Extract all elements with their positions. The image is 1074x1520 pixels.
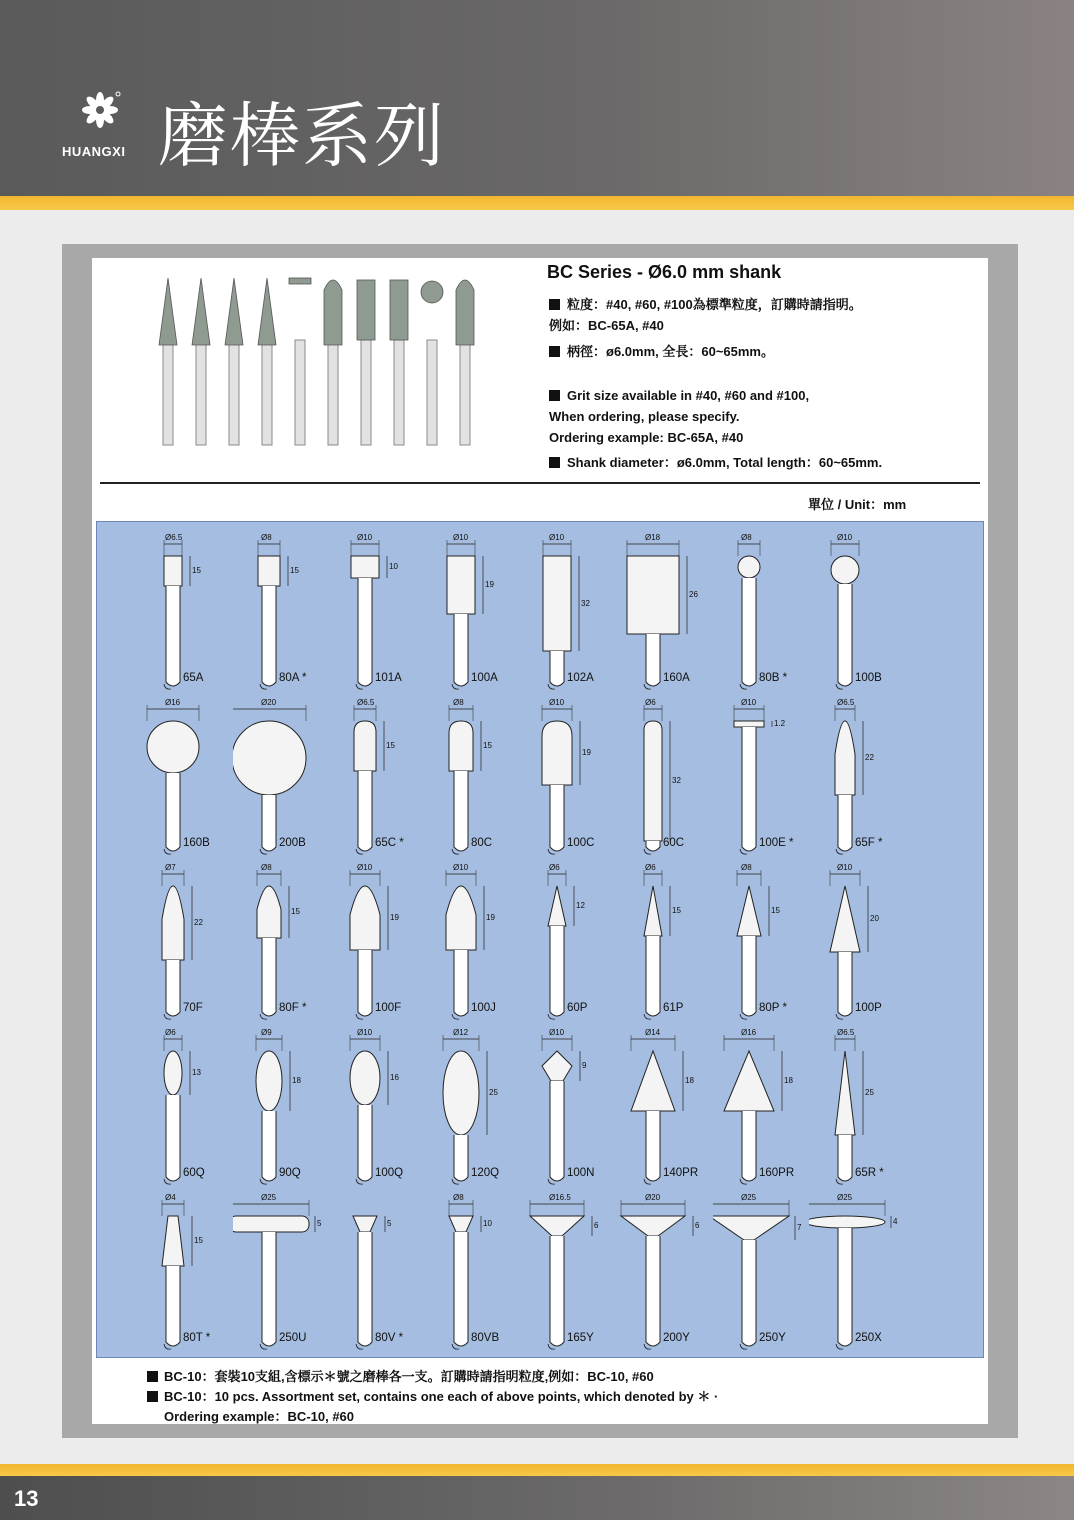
length-label: 6 [594, 1221, 599, 1230]
length-label: 25 [865, 1088, 874, 1097]
product-photo [150, 270, 490, 455]
point-80B [713, 534, 803, 694]
point-drawing [809, 1029, 899, 1189]
point-code: 100J [471, 1002, 496, 1014]
page-footer [0, 1476, 1074, 1520]
footnote-en-example: Ordering example：BC-10, #60 [164, 1409, 355, 1424]
point-code: 90Q [279, 1167, 301, 1179]
point-code: 160A [663, 672, 690, 684]
length-label: 10 [483, 1219, 492, 1228]
point-drawing [233, 864, 323, 1024]
length-label: 5 [317, 1219, 322, 1228]
spec-zh-grit: 粒度：#40, #60, #100為標準粒度，訂購時請指明。 [549, 294, 862, 315]
point-100N [521, 1029, 611, 1189]
point-drawing [425, 699, 515, 859]
point-code: 80C [471, 837, 493, 849]
point-250Y [713, 1194, 803, 1354]
header-stripe [0, 196, 1074, 210]
series-title: BC Series - Ø6.0 mm shank [547, 262, 782, 282]
page-number: 13 [14, 1486, 39, 1511]
point-code: 160B [183, 837, 210, 849]
point-drawing [521, 534, 611, 694]
diameter-label: Ø10 [549, 1028, 565, 1037]
point-code: 250X [855, 1332, 882, 1344]
diameter-label: Ø25 [741, 1193, 757, 1202]
point-code: 65C * [375, 837, 404, 849]
length-label: 19 [390, 913, 399, 922]
point-code: 100B [855, 672, 882, 684]
point-80C [425, 699, 515, 859]
point-code: 100A [471, 672, 498, 684]
point-code: 80T * [183, 1332, 211, 1344]
point-60Q [137, 1029, 227, 1189]
point-101A [329, 534, 419, 694]
point-90Q [233, 1029, 323, 1189]
diameter-label: Ø8 [261, 533, 272, 542]
point-drawing [713, 1029, 803, 1189]
diameter-label: Ø25 [261, 1193, 277, 1202]
point-drawing [425, 1194, 515, 1354]
point-100B [809, 534, 899, 694]
diameter-label: Ø10 [453, 863, 469, 872]
point-drawing [425, 534, 515, 694]
diameter-label: Ø16.5 [549, 1193, 571, 1202]
length-label: 5 [387, 1219, 392, 1228]
length-label: 6 [695, 1221, 700, 1230]
diameter-label: Ø6.5 [165, 533, 183, 542]
length-label: 9 [582, 1061, 587, 1070]
point-code: 120Q [471, 1167, 500, 1179]
point-80T [137, 1194, 227, 1354]
point-160PR [713, 1029, 803, 1189]
diameter-label: Ø20 [261, 698, 277, 707]
point-drawing [329, 864, 419, 1024]
unit-label: 單位 / Unit：mm [808, 497, 907, 512]
point-drawing [521, 1029, 611, 1189]
diameter-label: Ø6 [549, 863, 560, 872]
footer-stripe [0, 1464, 1074, 1476]
length-label: 32 [672, 776, 681, 785]
point-140PR [617, 1029, 707, 1189]
diameter-label: Ø10 [837, 863, 853, 872]
point-code: 60Q [183, 1167, 205, 1179]
length-label: 15 [290, 566, 299, 575]
diameter-label: Ø18 [645, 533, 661, 542]
length-label: 18 [292, 1076, 301, 1085]
point-code: 100N [567, 1167, 595, 1179]
diameter-label: Ø8 [261, 863, 272, 872]
length-label: 10 [389, 562, 398, 571]
point-code: 165Y [567, 1332, 594, 1344]
point-100F [329, 864, 419, 1024]
point-code: 101A [375, 672, 402, 684]
diameter-label: Ø16 [741, 1028, 757, 1037]
diameter-label: Ø7 [165, 863, 176, 872]
diameter-label: Ø6 [165, 1028, 176, 1037]
point-code: 80P * [759, 1002, 787, 1014]
diameter-label: Ø10 [357, 863, 373, 872]
point-165Y [521, 1194, 611, 1354]
point-code: 200B [279, 837, 306, 849]
point-65C [329, 699, 419, 859]
point-drawing [809, 1194, 899, 1354]
point-drawing [617, 534, 707, 694]
footnote-en: BC-10：10 pcs. Assortment set, contains one each of above points, which denoted by ＊ · [147, 1387, 718, 1407]
point-200B [233, 699, 323, 859]
length-label: 15 [291, 907, 300, 916]
point-250X [809, 1194, 899, 1354]
flower-icon [82, 90, 122, 130]
point-drawing [137, 864, 227, 1024]
length-label: 15 [483, 741, 492, 750]
point-100C [521, 699, 611, 859]
spec-zh-example: 例如：BC-65A, #40 [549, 318, 664, 333]
point-drawing [329, 1029, 419, 1189]
point-65R [809, 1029, 899, 1189]
point-code: 100F [375, 1002, 402, 1014]
point-code: 61P [663, 1002, 684, 1014]
point-drawing [713, 1194, 803, 1354]
diameter-label: Ø6.5 [837, 698, 855, 707]
point-80F [233, 864, 323, 1024]
length-label: 25 [489, 1088, 498, 1097]
diameter-label: Ø6 [645, 863, 656, 872]
point-70F [137, 864, 227, 1024]
length-label: 18 [784, 1076, 793, 1085]
length-label: 15 [192, 566, 201, 575]
point-100A [425, 534, 515, 694]
point-code: 100P [855, 1002, 882, 1014]
point-code: 60C [663, 837, 685, 849]
length-label: 26 [689, 590, 698, 599]
point-drawing [617, 864, 707, 1024]
point-code: 65F * [855, 837, 883, 849]
point-160B [137, 699, 227, 859]
point-drawing [137, 699, 227, 859]
length-label: 20 [870, 914, 879, 923]
length-label: 15 [194, 1236, 203, 1245]
point-250U [233, 1194, 323, 1354]
point-code: 200Y [663, 1332, 690, 1344]
diameter-label: Ø6.5 [837, 1028, 855, 1037]
length-label: 15 [771, 906, 780, 915]
length-label: 13 [192, 1068, 201, 1077]
spec-en-example: Ordering example: BC-65A, #40 [549, 430, 744, 445]
point-code: 60P [567, 1002, 588, 1014]
point-drawing [329, 699, 419, 859]
spec-en-grit: Grit size available in #40, #60 and #100, [549, 385, 809, 406]
length-label: 32 [581, 598, 590, 608]
point-drawing [617, 1029, 707, 1189]
point-code: 70F [183, 1002, 203, 1014]
diameter-label: Ø10 [549, 533, 565, 542]
point-80VB [425, 1194, 515, 1354]
diameter-label: Ø8 [453, 1193, 464, 1202]
point-80A [233, 534, 323, 694]
point-code: 65A [183, 672, 204, 684]
point-60P [521, 864, 611, 1024]
point-60C [617, 699, 707, 859]
point-100J [425, 864, 515, 1024]
point-code: 140PR [663, 1167, 699, 1179]
length-label: 15 [672, 906, 681, 915]
diameter-label: Ø12 [453, 1028, 469, 1037]
point-code: 160PR [759, 1167, 795, 1179]
diameter-label: Ø10 [549, 698, 565, 707]
diameter-label: Ø10 [837, 533, 853, 542]
brand-logo [62, 90, 152, 165]
point-120Q [425, 1029, 515, 1189]
point-drawing [521, 1194, 611, 1354]
point-drawing [137, 534, 227, 694]
point-100Q [329, 1029, 419, 1189]
point-drawing [617, 1194, 707, 1354]
point-code: 100Q [375, 1167, 404, 1179]
length-label: 15 [386, 741, 395, 750]
point-code: 80B * [759, 672, 788, 684]
point-drawing [233, 1029, 323, 1189]
page-title: 磨棒系列 [158, 95, 446, 177]
diameter-label: Ø10 [453, 533, 469, 542]
point-drawing [809, 864, 899, 1024]
length-label: 7 [797, 1223, 802, 1232]
point-code: 80V * [375, 1332, 404, 1344]
point-code: 250Y [759, 1332, 786, 1344]
length-label: 12 [576, 901, 585, 910]
point-65F [809, 699, 899, 859]
point-drawing [137, 1194, 227, 1354]
point-drawing [329, 534, 419, 694]
point-100P [809, 864, 899, 1024]
length-label: 19 [485, 580, 494, 589]
point-drawing [521, 699, 611, 859]
diameter-label: Ø4 [165, 1193, 176, 1202]
point-code: 250U [279, 1332, 307, 1344]
point-code: 80A * [279, 672, 307, 684]
length-label: 22 [194, 918, 203, 927]
spec-en-shank: Shank diameter：ø6.0mm, Total length：60~65mm. [549, 452, 882, 473]
diameter-label: Ø8 [741, 863, 752, 872]
diameter-label: Ø9 [261, 1028, 272, 1037]
point-80P [713, 864, 803, 1024]
point-code: 100E * [759, 837, 794, 849]
point-drawing [521, 864, 611, 1024]
point-drawing [425, 1029, 515, 1189]
point-drawing [233, 1194, 323, 1354]
point-drawing [809, 534, 899, 694]
diameter-label: Ø10 [357, 1028, 373, 1037]
diameter-label: Ø10 [741, 698, 757, 707]
diameter-label: Ø10 [357, 533, 373, 542]
point-drawing [233, 534, 323, 694]
point-200Y [617, 1194, 707, 1354]
diameter-label: Ø8 [741, 533, 752, 542]
diameter-label: Ø8 [453, 698, 464, 707]
brand-name: HUANGXI [62, 144, 126, 159]
point-code: 80VB [471, 1332, 500, 1344]
divider-rule [100, 482, 980, 484]
point-drawing [617, 699, 707, 859]
length-label: 4 [893, 1217, 898, 1226]
point-code: 65R * [855, 1167, 884, 1179]
point-code: 100C [567, 837, 595, 849]
point-160A [617, 534, 707, 694]
point-code: 102A [567, 672, 594, 684]
point-drawing [329, 1194, 419, 1354]
point-drawing [425, 864, 515, 1024]
point-drawing [713, 864, 803, 1024]
length-label: 19 [582, 748, 591, 757]
points-grid [96, 521, 984, 1358]
length-label: 19 [486, 913, 495, 922]
spec-zh-shank: 柄徑：ø6.0mm, 全長：60~65mm。 [549, 341, 774, 362]
length-label: 1.2 [774, 719, 786, 728]
length-label: 18 [685, 1076, 694, 1085]
point-61P [617, 864, 707, 1024]
diameter-label: Ø16 [165, 698, 181, 707]
diameter-label: Ø25 [837, 1193, 853, 1202]
length-label: 22 [865, 753, 874, 762]
point-65A [137, 534, 227, 694]
point-drawing [233, 699, 323, 859]
point-100E [713, 699, 803, 859]
point-code: 80F * [279, 1002, 307, 1014]
diameter-label: Ø20 [645, 1193, 661, 1202]
diameter-label: Ø6.5 [357, 698, 375, 707]
diameter-label: Ø14 [645, 1028, 661, 1037]
point-drawing [137, 1029, 227, 1189]
point-80V [329, 1194, 419, 1354]
footnote-zh: BC-10：套裝10支組,含標示＊號之磨棒各一支。訂購時請指明粒度,例如：BC-10, #60 [147, 1367, 654, 1387]
point-drawing [713, 699, 803, 859]
point-drawing [809, 699, 899, 859]
diameter-label: Ø6 [645, 698, 656, 707]
point-102A [521, 534, 611, 694]
length-label: 16 [390, 1073, 399, 1082]
spec-en-specify: When ordering, please specify. [549, 409, 740, 424]
point-drawing [713, 534, 803, 694]
